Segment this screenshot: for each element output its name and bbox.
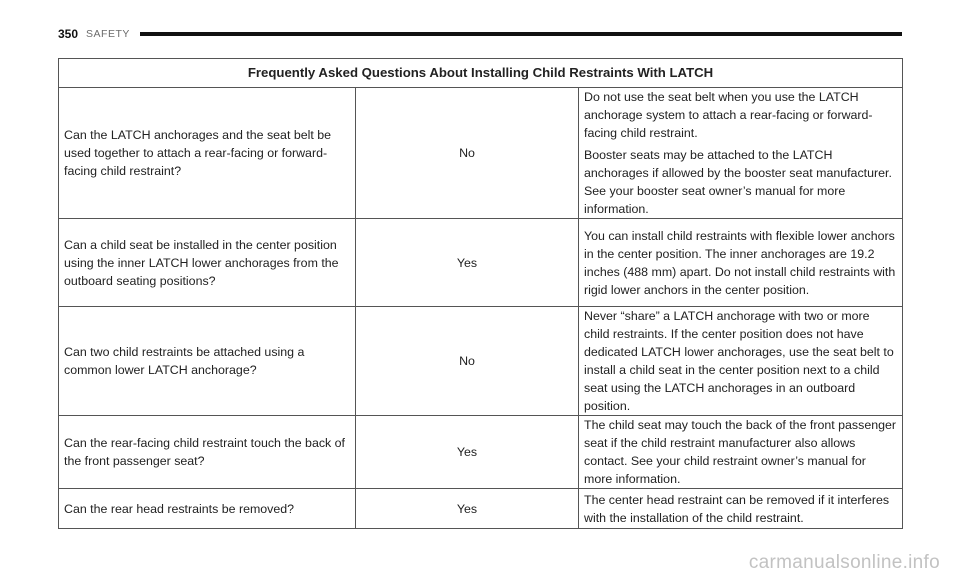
answer-cell: Yes (356, 416, 579, 489)
details-paragraph: The child seat may touch the back of the front passenger seat if the child restraint manufacturer also allows contact. See your child restraint owner’s manual for more information. (584, 418, 897, 486)
question-cell: Can the rear-facing child restraint touch the back of the front passenger seat? (59, 416, 356, 489)
question-cell: Can two child restraints be attached using a common lower LATCH anchorage? (59, 307, 356, 416)
details-cell (579, 219, 903, 307)
section-title: SAFETY (86, 28, 130, 40)
question-cell: Can a child seat be installed in the center position using the inner LATCH lower anchorages from the outboard seating positions? (59, 219, 356, 307)
table-row (59, 489, 903, 529)
table-row (59, 88, 903, 219)
table-row (59, 416, 903, 489)
details-cell (579, 489, 903, 529)
answer-cell: No (356, 88, 579, 219)
details-paragraph: Do not use the seat belt when you use the LATCH anchorage system to attach a rear-facing or forward-facing child restraint. (584, 90, 873, 140)
details-cell (579, 307, 903, 416)
details-paragraph: Never “share” a LATCH anchorage with two or more child restraints. If the center position does not have dedicated LATCH lower anchorages, use the seat belt to install a child seat in the center position next to a child seat using the LATCH anchorages in an outboard position. (584, 309, 894, 413)
table-row (59, 219, 903, 307)
question-cell: Can the rear head restraints be removed? (59, 489, 356, 529)
faq-table (58, 58, 903, 529)
page-header (58, 26, 902, 42)
answer-cell: Yes (356, 489, 579, 529)
details-cell (579, 416, 903, 489)
watermark: carmanualsonline.info (748, 552, 940, 573)
details-cell (579, 88, 903, 219)
table-row (59, 307, 903, 416)
question-cell: Can the LATCH anchorages and the seat belt be used together to attach a rear-facing or forward-facing child restraint? (59, 88, 356, 219)
table-title: Frequently Asked Questions About Installing Child Restraints With LATCH (59, 59, 903, 88)
page-number: 350 (58, 27, 79, 41)
details-paragraph: You can install child restraints with flexible lower anchors in the center position. The inner anchorages are 19.2 inches (488 mm) apart. Do not install child restraints with rigid lower anchors in the center position. (584, 228, 896, 297)
details-paragraph: Booster seats may be attached to the LATCH anchorages if allowed by the booster seat manufacturer. See your booster seat owner’s manual for more information. (584, 148, 892, 216)
details-paragraph: The center head restraint can be removed if it interferes with the installation of the child restraint. (584, 492, 890, 525)
header-rule (140, 32, 902, 36)
answer-cell: Yes (356, 219, 579, 307)
answer-cell: No (356, 307, 579, 416)
